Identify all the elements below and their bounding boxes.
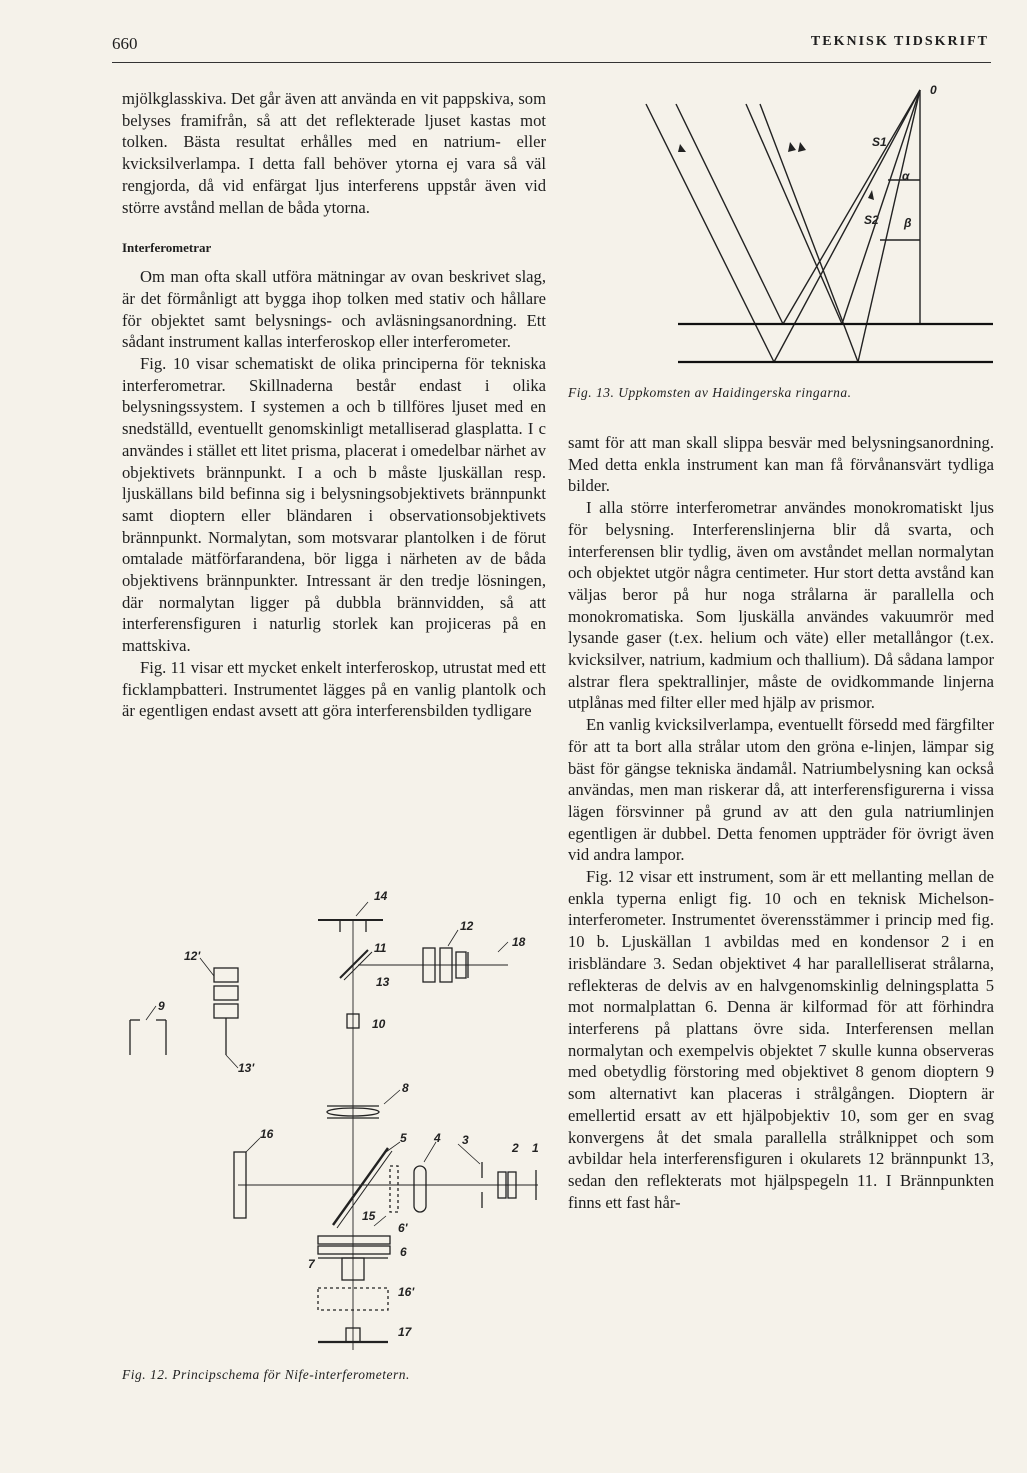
paragraph: I alla större interferometrar användes monokromatiskt ljus för belysning. Interferenslinjerna blir då svarta, och interferensen blir tydlig, även om avståndet mellan normalytan och objektet utgör några centimeter. Hur stort detta avstånd kan väljas beror på hur noga strålarna är parallella och monokromatiska. Som ljuskälla användes vakuumrör med lysande gaser (t.ex. helium och väte) eller metallångor (t.ex. kvicksilver, natrium, kadmium och thallium). Då sådana lampor alstrar flera spektrallinjer, måste de ovidkommande linjerna utplånas med filter eller med hjälp av prismor. <box>568 498 994 713</box>
intro-paragraph: mjölkglasskiva. Det går även att använda en vit pappskiva, som belyses framifrån, så att det reflekterade ljuset kastas mot tolken. Bästa resultat erhålles med en natrium- eller kvicksilverlampa. I detta fall behöver ytorna ej vara så väl rengjorda, då vid enfärgat ljus interferens uppstår även vid större avstånd mellan de båda ytorna. <box>122 89 546 217</box>
section-heading: Interferometrar <box>122 240 212 256</box>
header-rule <box>112 62 991 63</box>
label-s1: S1 <box>872 135 887 149</box>
fig12-label: 16' <box>398 1285 415 1299</box>
fig12-label: 2 <box>512 1141 519 1155</box>
fig12-label: 5 <box>400 1131 407 1145</box>
arrow-icon <box>868 190 874 200</box>
figure-12-caption: Fig. 12. Principschema för Nife-interferometern. <box>122 1367 410 1382</box>
fig12-label: 1 <box>532 1141 539 1155</box>
fig12-label: 6 <box>400 1245 407 1259</box>
paragraph: Om man ofta skall utföra mätningar av ovan beskrivet slag, är det förmånligt att bygga ihop tolken med stativ och hållare för objektet samt belysnings- och avläsningsanordning. Ett sådant instrument kallas interferoskop eller interferometer. <box>122 267 546 352</box>
paragraph: Fig. 11 visar ett mycket enkelt interferoskop, utrustat med ett ficklampbatteri. Instrumentet lägges på en vanlig plantolk och är egentligen endast avsett att göra interferensbilden tydligare <box>122 657 546 721</box>
fig12-label: 4 <box>434 1131 441 1145</box>
figure-13-haidinger-rings <box>568 72 998 412</box>
fig12-label: 13' <box>238 1061 255 1075</box>
fig12-label: 12 <box>460 919 474 933</box>
reflected-ray <box>783 90 920 324</box>
arrow-icon <box>798 142 806 152</box>
incident-ray <box>746 104 842 324</box>
label-s2: S2 <box>864 213 879 227</box>
fig12-label: 13 <box>376 975 390 989</box>
fig12-label: 3 <box>462 1133 469 1147</box>
arrow-icon <box>788 142 796 152</box>
fig12-label: 18 <box>512 935 526 949</box>
paragraph: Fig. 12 visar ett instrument, som är ett mellanting mellan de enkla typerna enligt fig. 10 och en teknisk Michelson-interferometer. Instrumentet överensstämmer i princip med fig. 10 b. Ljuskällan 1 avbildas med en kondensor 2 i en irisbländare 3. Sedan objektivet 4 har parallelliserat strålarna, reflekteras de delvis av en halvgenomskinlig delningsplatta 5 mot normalplattan 6. Denna är kilformad för att förhindra interferens på plattans övre sida. Interferensen mellan normalytan och exempelvis objektet 7 skulle kunna observeras med obetydlig förstoring med objektivet 8 genom dioptern 9 som alternativt kan placeras i strålgången. Dioptern är emellertid ersatt av ett hjälpobjektiv 10, som ger en svag konvergens åt det smala parallella strålknippet och som avbildar hela interferensfiguren i okularets 12 brännpunkt 13, sedan den reflekterats mot hjälpspegeln 11. I Brännpunkten finns ett fast hår- <box>568 867 994 1212</box>
fig12-label: 12' <box>184 949 201 963</box>
fig12-label: 17 <box>398 1325 412 1339</box>
figure-13-caption: Fig. 13. Uppkomsten av Haidingerska ringarna. <box>568 385 852 400</box>
label-o: 0 <box>930 83 937 97</box>
fig12-label: 10 <box>372 1017 386 1031</box>
right-column <box>568 432 994 1213</box>
fig12-label: 9 <box>158 999 165 1013</box>
fig12-label: 16 <box>260 1127 274 1141</box>
fig12-label: 15 <box>362 1209 376 1223</box>
fig12-label: 8 <box>402 1081 409 1095</box>
fig12-label: 7 <box>308 1257 315 1271</box>
page-number: 660 <box>112 34 138 53</box>
paragraph: samt för att man skall slippa besvär med belysningsanordning. Med detta enkla instrument kan man få förvånansvärt tydliga bilder. <box>568 433 994 496</box>
arrow-icon <box>678 144 686 152</box>
left-column <box>122 88 546 722</box>
incident-ray <box>676 104 783 324</box>
reflected-ray <box>774 90 920 362</box>
paragraph: En vanlig kvicksilverlampa, eventuellt försedd med färgfilter för att ta bort alla strålar utom den gröna e-linjen, lämpar sig bäst för gängse tekniska ändamål. Natriumbelysning kan också användas, men man riskerar då, att interferensfigurerna i vissa lägen försvinner på grund av att den gula natriumlinjen egentligen är dubbel. Detta fenomen uppträder för övrigt även vid andra lampor. <box>568 715 994 865</box>
label-beta: β <box>904 216 912 230</box>
fig12-label: 6' <box>398 1221 408 1235</box>
fig12-label: 14 <box>374 889 388 903</box>
fig12-label: 11 <box>374 941 387 955</box>
label-alpha: α <box>902 169 910 183</box>
reflected-ray <box>842 90 920 324</box>
figure-12-nife-interferometer <box>118 880 548 1380</box>
paragraph: Fig. 10 visar schematiskt de olika principerna för tekniska interferometrar. Skillnaderna består endast i olika belysningssystem. I systemen a och b tillföres ljuset med en snedställd, eventuellt genomskinligt metalliserad glasplatta. I c användes i stället ett litet prisma, placerat i omedelbar närhet av objektivets brännpunkt. I a och b måste ljuskällan resp. ljuskällans bild befinna sig i belysningsobjektivets brännpunkt samt dioptern eller bländaren i observationsobjektivets brännpunkt. Normalytan, som motsvarar plantolken i de förut omtalade mätförfarandena, bör ligga i närheten av de båda objektivens brännpunkter. Intressant är den tredje lösningen, där normalytan ligger på dubbla brännvidden, så att interferensfiguren i naturlig storlek kan projiceras på en mattskiva. <box>122 354 546 656</box>
journal-title: TEKNISK TIDSKRIFT <box>810 34 989 49</box>
